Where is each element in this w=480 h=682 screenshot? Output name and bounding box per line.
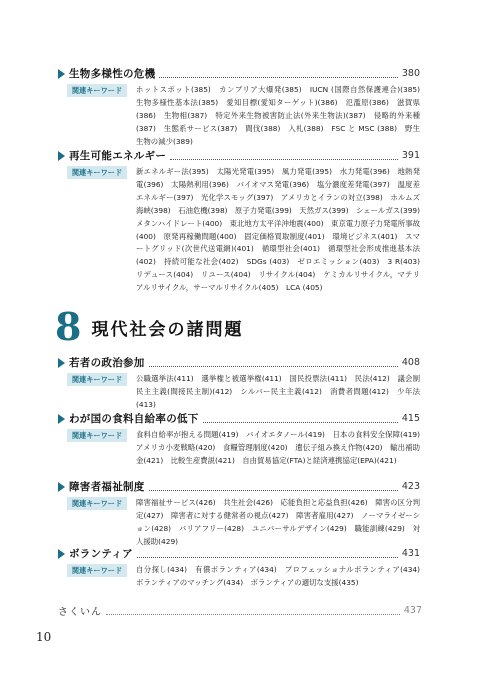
keyword-block — [67, 84, 428, 149]
dot-leader — [149, 359, 398, 367]
toc-entry-heading[interactable] — [52, 355, 420, 370]
keyword-block — [67, 497, 420, 549]
dot-leader — [149, 483, 398, 491]
toc-entry-heading[interactable] — [52, 479, 420, 494]
dot-leader — [159, 70, 397, 78]
chapter-number: 8 — [55, 304, 82, 349]
keyword-block — [67, 373, 420, 412]
keyword-label: 関連キーワード — [67, 373, 127, 386]
triangle-bullet-icon — [58, 549, 65, 559]
toc-entry-disability-welfare — [52, 479, 420, 549]
keyword-list: 障害福祉サービス(426) 共生社会(426) 応能負担と応益負担(426) 障害の区分判定(427) 障害者に対する健常者の視点(427) 障害者雇用(427) ノーマライゼーション(428) バリアフリー(428) ユニバーサルデザイン(429) 職能訓練(429) 対人援助(429) — [136, 498, 420, 546]
triangle-bullet-icon — [58, 151, 65, 161]
keyword-list: ホットスポット(385) カンブリア大爆発(385) IUCN (国際自然保護連合)(385) 生物多様性基本法(385) 愛知目標(愛知ターゲット)(386) 氾濫原(386) 滋賀県(386) 生物相(387) 特定外来生物被害防止法(外来生物法)(387) 侵略的外来種(387) 生態系サービス(387) 間伐(388) 入札(388) FSC と MSC (388) 野生生物の減少(389) — [136, 85, 428, 146]
keyword-label: 関連キーワード — [67, 497, 127, 510]
keyword-label: 関連キーワード — [67, 84, 127, 97]
keyword-list: 公職選挙法(411) 選挙権と被選挙権(411) 国民投票法(411) 民法(412) 議会制民主主義(間接民主制)(412) シルバー民主主義(412) 消費者問題(412) 少年法(413) — [136, 374, 420, 409]
triangle-bullet-icon — [58, 358, 65, 368]
dot-leader — [106, 607, 400, 615]
entry-title: 若者の政治参加 — [69, 357, 145, 369]
toc-entry-heading[interactable] — [52, 66, 420, 81]
toc-entry-heading[interactable] — [52, 411, 420, 426]
folio-page-number: 10 — [36, 630, 52, 644]
entry-page-number: 380 — [401, 68, 420, 79]
dot-leader — [203, 415, 398, 423]
chapter-heading — [55, 304, 244, 349]
keyword-block — [67, 429, 428, 468]
entry-title: 再生可能エネルギー — [69, 150, 167, 162]
keyword-list: 食料自給率が抱える問題(419) バイオエタノール(419) 日本の食料安全保障(419) アメリカ小麦戦略(420) 食糧管理制度(420) 遺伝子組み換え作物(420) 輸出補助金(421) 比較生産費説(421) 自由貿易協定(FTA)と経済連携協定(EPA)(421) — [136, 430, 428, 465]
entry-title: わが国の食料自給率の低下 — [69, 413, 199, 425]
chapter-title: 現代社会の諸問題 — [91, 319, 244, 340]
toc-entry-heading[interactable] — [52, 546, 420, 561]
index-page-number: 437 — [403, 605, 422, 616]
toc-entry-renewable-energy — [52, 148, 428, 295]
toc-entry-food-self-sufficiency — [52, 411, 428, 468]
dot-leader — [170, 152, 398, 160]
keyword-label: 関連キーワード — [67, 564, 127, 577]
toc-entry-index[interactable] — [58, 603, 422, 618]
index-title: さくいん — [58, 607, 102, 618]
toc-entry-heading[interactable] — [52, 148, 420, 163]
entry-title: ボランティア — [69, 548, 133, 560]
entry-page-number: 423 — [401, 481, 420, 492]
entry-page-number: 431 — [401, 548, 420, 559]
entry-title: 障害者福祉制度 — [69, 481, 145, 493]
entry-page-number: 391 — [401, 150, 420, 161]
entry-page-number: 408 — [401, 357, 420, 368]
toc-entry-biodiversity — [52, 66, 428, 149]
triangle-bullet-icon — [58, 414, 65, 424]
toc-entry-youth-politics — [52, 355, 420, 412]
entry-title: 生物多様性の危機 — [69, 68, 156, 80]
keyword-list: 新エネルギー法(395) 太陽光発電(395) 風力発電(395) 水力発電(396) 地熱発電(396) 太陽熱利用(396) バイオマス発電(396) 塩分濃度差発電(397) 温度差エネルギー(397) 光化学スモッグ(397) アメリカとイランの対立(398) ホルムズ海峡(398) 石油危機(398) 原子力発電(399) 天然ガス(399) シェールガス(399) メタンハイドレート(400) 東北地方太平洋沖地震(400) 東京電力原子力発電所事故(400) 原発再稼働問題(400) 固定価格買取制度(401) 環境ビジネス(401) スマートグリッド(次世代送電網)(401) 循環型社会(401) 循環型社会形成推進基本法(402) 持続可能な社会(402) SDGs (403) ゼロエミッション(403) 3 R(403) リデュース(404) リユース(404) リサイクル(404) ケミカルリサイクル，マテリアルリサイクル，サーマルリサイクル(405) LCA (405) — [136, 167, 428, 293]
dot-leader — [137, 550, 398, 558]
keyword-block — [67, 166, 428, 295]
entry-page-number: 415 — [401, 413, 420, 424]
triangle-bullet-icon — [58, 69, 65, 79]
keyword-label: 関連キーワード — [67, 166, 127, 179]
keyword-block — [67, 564, 428, 590]
toc-entry-volunteer — [52, 546, 428, 590]
keyword-list: 自分探し(434) 有償ボランティア(434) プロフェッショナルボランティア(434) ボランティアのマッチング(434) ボランティアの適切な支援(435) — [136, 565, 428, 587]
keyword-label: 関連キーワード — [67, 429, 127, 442]
triangle-bullet-icon — [58, 482, 65, 492]
